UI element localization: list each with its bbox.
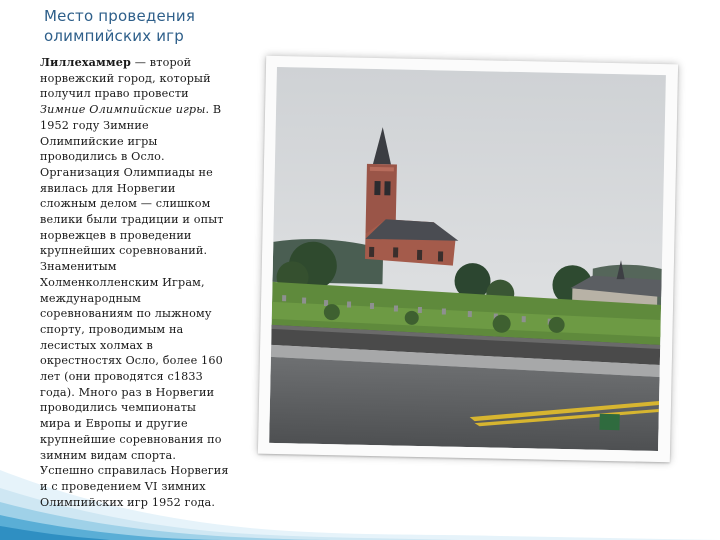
paragraph-text-1: — второй норвежский город, который получил право провести	[40, 56, 211, 101]
paragraph-text-2: . В 1952 году Зимние Олимпийские игры проводились в Осло. Организация Олимпиады не явилась для Норвегии сложным делом — слишком велики были традиции и опыт норвежцев в проведении крупнейших соревнований. Знаменитым Холменколленским Играм, международным соревнованиям по лыжному спорту, проводимым на лесистых холмах в окрестностях Осло, более 160 лет (они проводятся с1833 года). Много раз в Норвегии проводились чемпионаты мира и Европы и другие крупнейшие соревнования по зимним видам спорта. Успешно справилась Норвегия и с проведением VI зимних Олимпийских игр 1952 года.	[40, 103, 229, 509]
paragraph-italic: Зимние Олимпийские игры	[40, 103, 206, 117]
slide-title: Место проведения олимпийских игр	[44, 7, 196, 45]
photo-card	[258, 56, 678, 463]
city-name: Лиллехаммер	[40, 55, 132, 69]
body-paragraph	[40, 55, 230, 510]
church-photo	[269, 67, 666, 451]
